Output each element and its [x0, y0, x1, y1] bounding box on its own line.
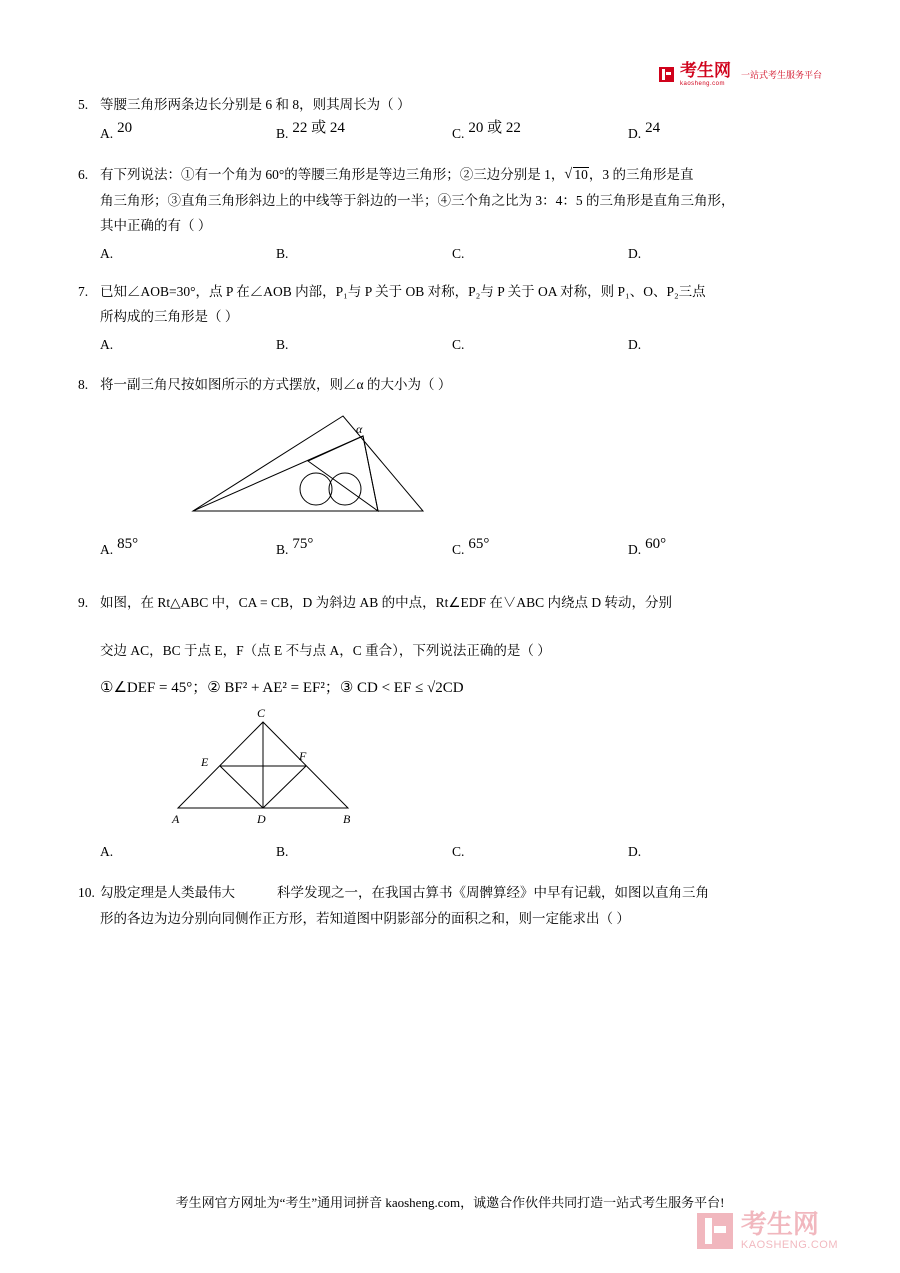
option-c[interactable]: C.	[452, 843, 465, 859]
option-a-value: 85°	[117, 535, 139, 552]
option-b[interactable]: B.	[276, 336, 289, 352]
question-10	[78, 880, 822, 931]
option-a-label: A.	[100, 125, 114, 141]
option-d[interactable]	[628, 536, 804, 565]
question-9-figure	[168, 704, 822, 835]
question-5-number: 5.	[78, 97, 89, 112]
question-6-options	[78, 241, 822, 267]
option-c[interactable]: C.	[452, 246, 465, 262]
question-8-stem	[78, 372, 822, 398]
question-10-text-a: 勾股定理是人类最伟大	[100, 885, 235, 901]
question-7-line-2: 所构成的三角形是（ ）	[100, 309, 239, 325]
option-d-value: 60°	[645, 535, 667, 552]
option-d[interactable]: D.	[628, 246, 642, 262]
triangle-rulers-diagram	[188, 401, 448, 521]
option-b[interactable]: B.	[276, 246, 289, 262]
question-5-options	[78, 120, 822, 149]
watermark-subtitle: KAOSHENG.COM	[740, 1239, 838, 1251]
question-9-line-1	[78, 590, 822, 616]
option-d-label: D.	[628, 125, 642, 141]
option-a-label: A.	[100, 541, 114, 557]
question-5-text: 等腰三角形两条边长分别是 6 和 8，则其周长为（ ）	[100, 97, 411, 112]
label-c: C	[257, 706, 266, 721]
option-c-label: C.	[452, 541, 465, 557]
watermark-mark-icon	[697, 1213, 733, 1249]
watermark-text	[741, 1211, 838, 1251]
question-6-text-b: ，3 的三角形是直	[588, 167, 694, 183]
page-footer: 考生网官方网址为“考生”通用词拼音 kaosheng.com，诚邀合作伙伴共同打造一站式考生服务平台!	[175, 1195, 725, 1210]
question-9-number: 9.	[78, 595, 89, 611]
sqrt-10	[564, 162, 589, 188]
question-8	[78, 372, 822, 565]
question-9	[78, 590, 822, 864]
question-6-text-a: 有下列说法：①有一个角为 60°的等腰三角形是等边三角形；②三边分别是 1，	[100, 167, 565, 183]
question-6-line-3: 其中正确的有（ ）	[100, 218, 212, 234]
question-9-text-1: 如图，在 Rt△ABC 中，CA = CB，D 为斜边 AB 的中点，Rt∠EDF 在∨ABC 内绕点 D 转动，分别	[100, 595, 673, 611]
option-c-value: 20 或 22	[468, 119, 521, 136]
question-9-options	[78, 839, 822, 865]
question-7-line-1	[78, 279, 822, 305]
option-b-value: 75°	[292, 535, 314, 552]
option-b-label: B.	[276, 541, 289, 557]
option-a[interactable]: A.	[100, 336, 114, 352]
option-a[interactable]: A.	[100, 246, 114, 262]
option-c[interactable]	[452, 536, 628, 565]
option-b-value: 22 或 24	[292, 119, 345, 136]
question-9-line-2: 交边 AC，BC 于点 E，F（点 E 不与点 A，C 重合），下列说法正确的是（ ）	[100, 643, 551, 659]
right-triangle-diagram	[168, 704, 388, 826]
option-d[interactable]: D.	[628, 843, 642, 859]
option-a[interactable]: A.	[100, 843, 114, 859]
question-6-number: 6.	[78, 167, 89, 183]
option-c-label: C.	[452, 125, 465, 141]
option-c[interactable]	[452, 120, 628, 149]
option-d[interactable]	[628, 120, 804, 149]
question-8-figure	[188, 401, 822, 530]
question-10-line-1	[78, 880, 822, 906]
question-9-statements: ①∠DEF = 45°；② BF² + AE² = EF²；③ CD < EF ≤ √2CD	[100, 679, 464, 696]
option-a[interactable]	[100, 536, 276, 565]
option-b-label: B.	[276, 125, 289, 141]
option-d-value: 24	[645, 119, 661, 136]
option-c[interactable]: C.	[452, 336, 465, 352]
question-7-text: 已知∠AOB=30°，点 P 在∠AOB 内部，P₁与 P 关于 OB 对称，P₂与 P 关于 OA 对称，则 P₁、O、P₂三点	[100, 283, 706, 299]
question-list	[78, 0, 822, 932]
question-8-options	[78, 536, 822, 565]
question-10-line-2: 形的各边为边分别向同侧作正方形，若知道图中阴影部分的面积之和，则一定能求出（ ）	[100, 911, 630, 927]
question-10-number: 10.	[78, 885, 95, 901]
question-8-number: 8.	[78, 376, 89, 392]
question-5-stem	[78, 92, 822, 118]
question-6-line-1	[78, 162, 822, 188]
logo-slogan: 一站式考生服务平台	[740, 70, 822, 80]
option-a-value: 20	[117, 119, 133, 136]
question-7-options	[78, 332, 822, 358]
question-5	[78, 92, 822, 148]
logo-title: 考生网	[679, 61, 731, 80]
label-d: D	[257, 812, 266, 827]
option-b[interactable]	[276, 536, 452, 565]
option-b[interactable]: B.	[276, 843, 289, 859]
label-e: E	[201, 755, 209, 770]
question-10-text-b: 科学发现之一，在我国古算书《周髀算经》中早有记载，如图以直角三角	[277, 885, 709, 901]
question-7	[78, 279, 822, 358]
option-b[interactable]	[276, 120, 452, 149]
angle-alpha-label: α	[356, 422, 363, 437]
option-d-label: D.	[628, 541, 642, 557]
label-b: B	[343, 812, 351, 827]
option-a[interactable]	[100, 120, 276, 149]
question-6	[78, 162, 822, 267]
logo-subtitle: kaosheng.com	[679, 81, 726, 87]
option-c-value: 65°	[468, 535, 490, 552]
question-6-line-2: 角三角形；③直角三角形斜边上的中线等于斜边的一半；④三个角之比为 3：4：5 的三角形是直角三角形，	[100, 192, 735, 208]
watermark-title: 考生网	[740, 1209, 819, 1239]
label-a: A	[172, 812, 180, 827]
option-d[interactable]: D.	[628, 336, 642, 352]
label-f: F	[299, 749, 307, 764]
question-7-number: 7.	[78, 283, 89, 299]
watermark	[697, 1211, 838, 1251]
question-8-text: 将一副三角尺按如图所示的方式摆放，则∠α 的大小为（ ）	[100, 376, 452, 392]
radicand: 10	[574, 167, 588, 183]
